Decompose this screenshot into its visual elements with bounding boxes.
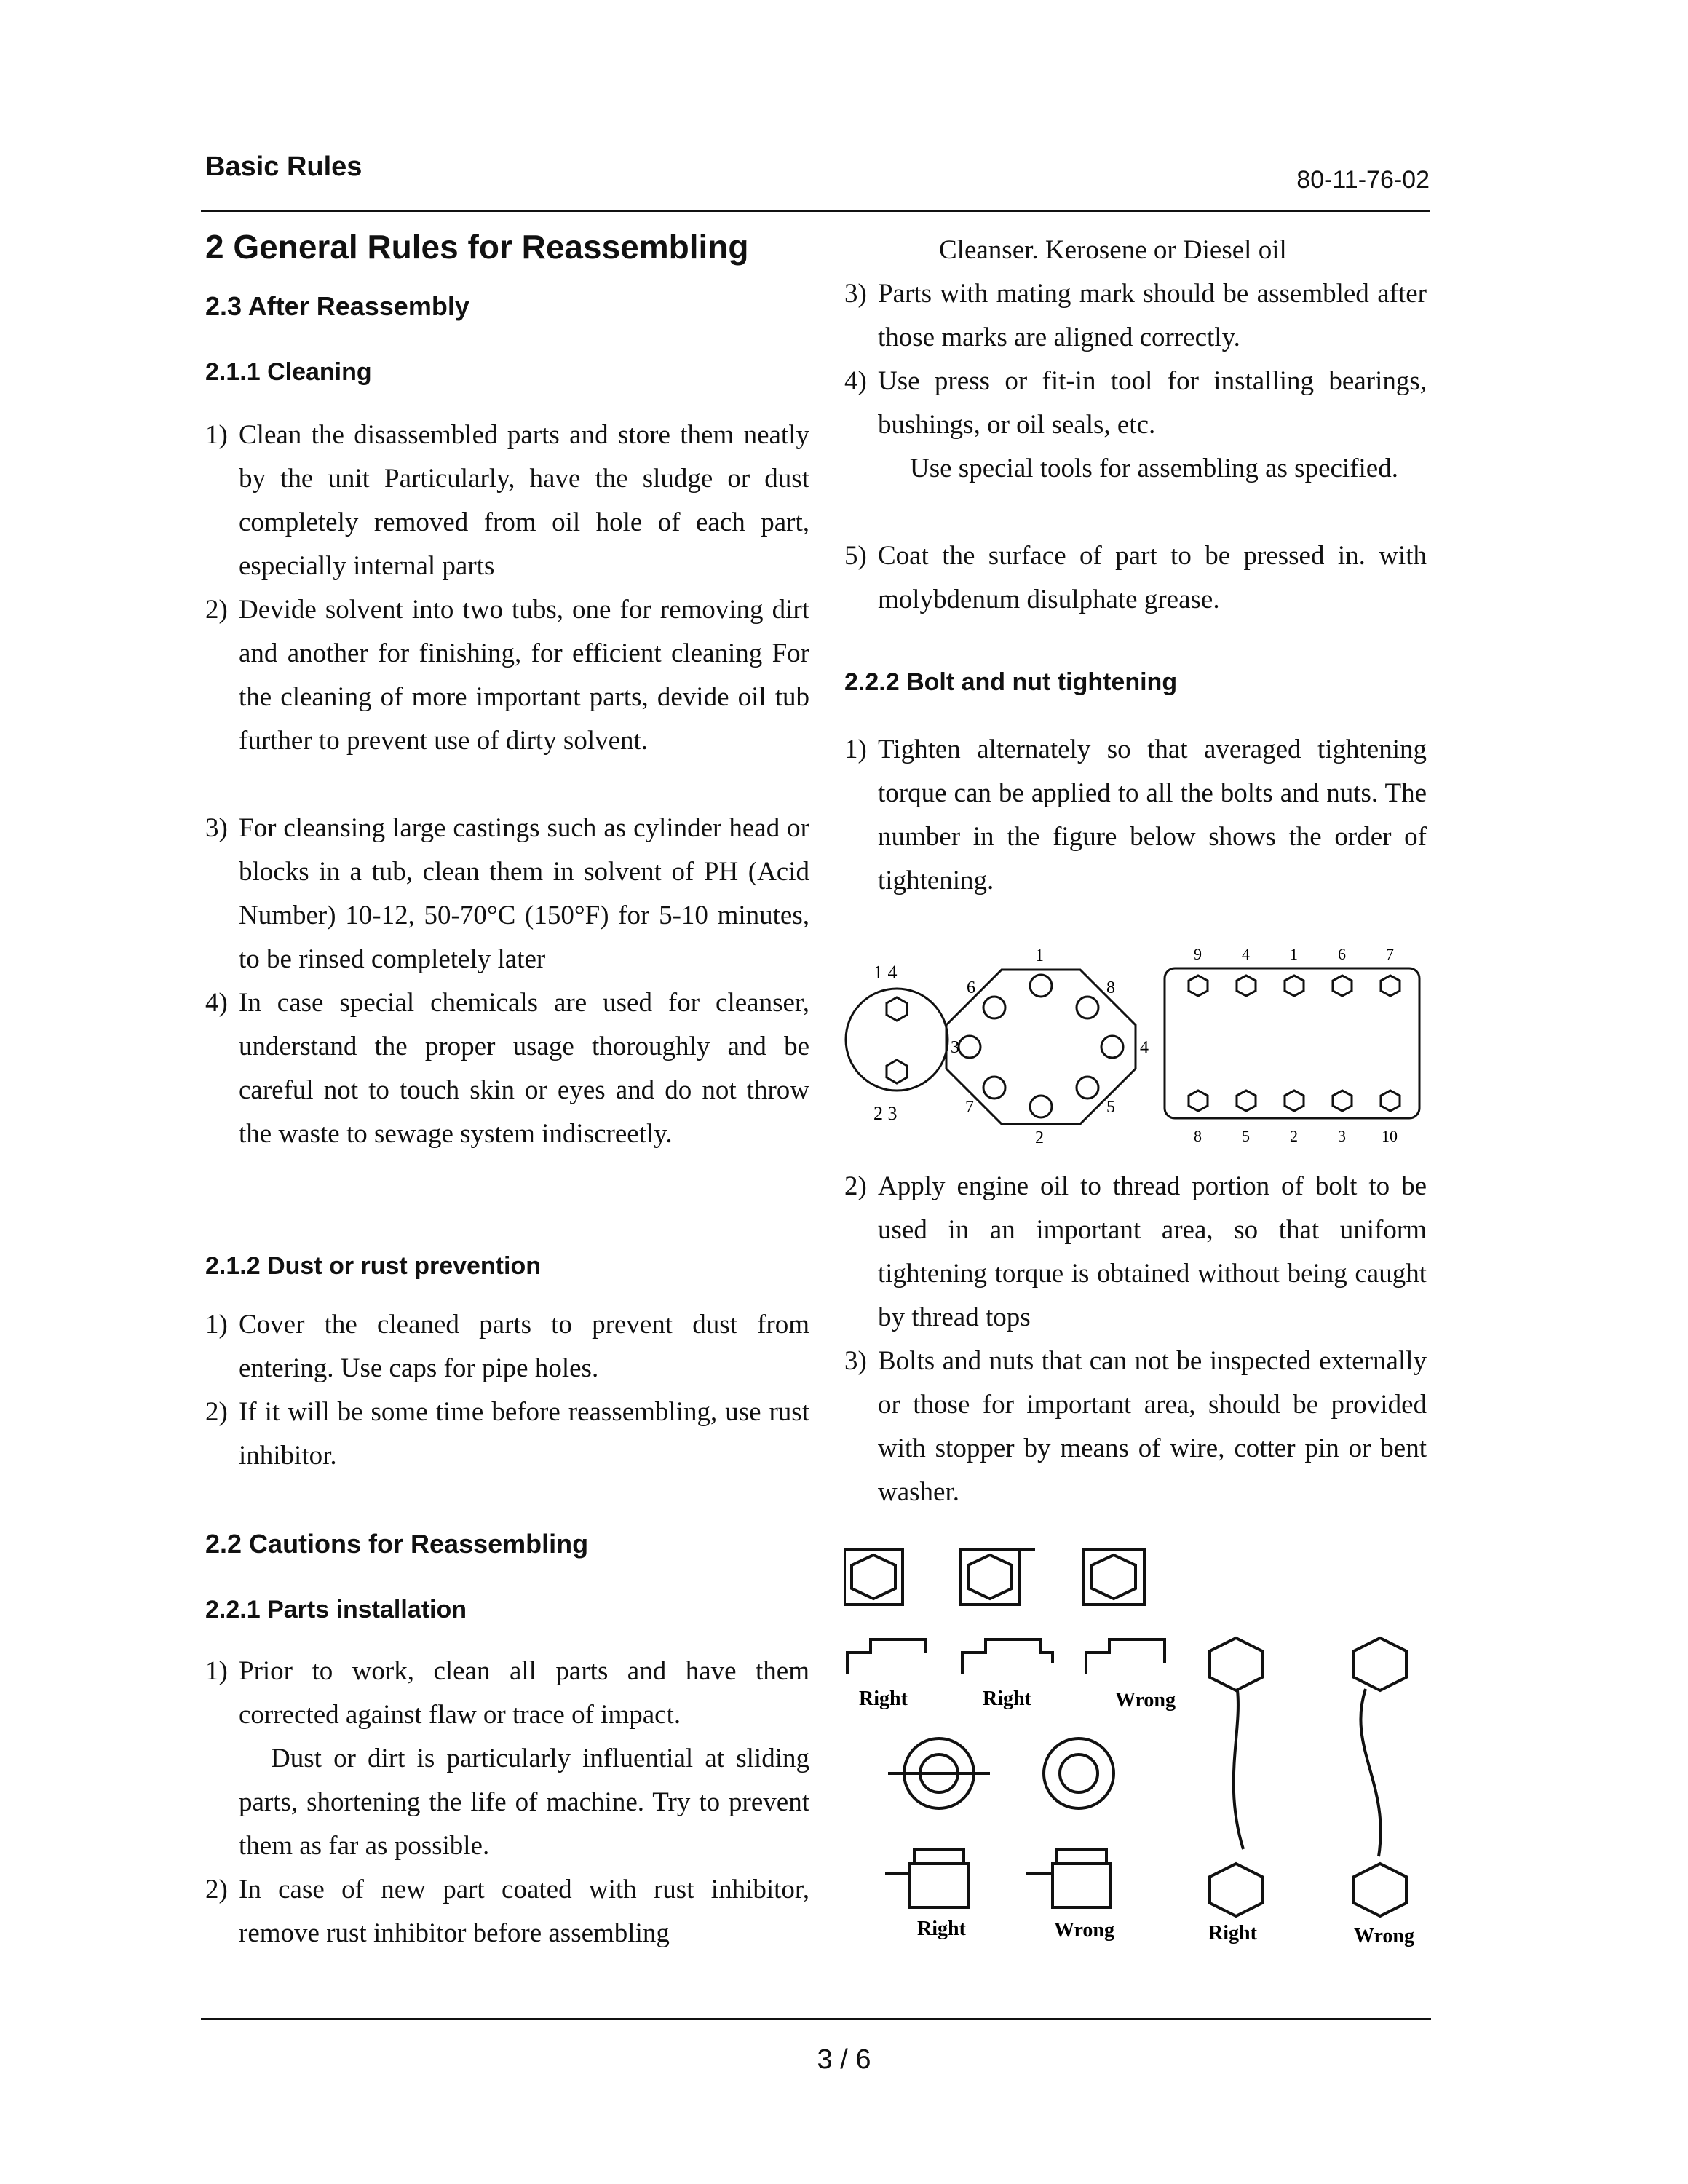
figure-label: Wrong	[1054, 1919, 1114, 1942]
bolt-hole	[1333, 976, 1352, 996]
figure-label: Right	[917, 1918, 966, 1940]
section-heading-2-2: 2.2 Cautions for Reassembling	[205, 1529, 589, 1559]
list-item-continuation: Use special tools for assembling as specified.	[910, 454, 1398, 483]
cotter-pin-side	[1026, 1849, 1106, 1874]
list-item: 2) In case of new part coated with rust inhibitor, remove rust inhibitor before assembling	[205, 1875, 809, 1948]
wire-lock-bolt-head	[1354, 1864, 1406, 1916]
bolt-hole	[1077, 997, 1098, 1018]
order-label: 3	[951, 1038, 959, 1057]
list-item: 3) Bolts and nuts that can not be inspected externally or those for important area, should be provided with stopper by means of wire, cotter pin or bent washer.	[844, 1346, 1427, 1507]
bolt-hole	[1285, 1091, 1304, 1111]
nut-outline	[852, 1555, 895, 1599]
bolt-hole	[1101, 1036, 1123, 1058]
castle-nut-top-view	[1044, 1738, 1114, 1808]
figure-label: Right	[983, 1688, 1031, 1710]
list-item: 1) Clean the disassembled parts and store them neatly by the unit Particularly, have the sludge or dust completely removed from oil hole of each part, especially internal parts	[205, 420, 809, 581]
list-item: 2) If it will be some time before reassembling, use rust inhibitor.	[205, 1397, 809, 1471]
section-heading-2-2-1: 2.2.1 Parts installation	[205, 1596, 467, 1623]
list-item: 2) Devide solvent into two tubs, one for removing dirt and another for finishing, for efficient cleaning For the cleaning of more important parts, devide oil tub further to prevent use of dirty solvent.	[205, 595, 809, 756]
figure-label: Wrong	[1354, 1925, 1414, 1947]
bent-washer-side-view	[1086, 1639, 1165, 1674]
order-label: 1	[1035, 946, 1044, 965]
wire-lock-bolt-head	[1210, 1638, 1262, 1690]
nut-outline	[1092, 1555, 1136, 1599]
list-item: 2) Apply engine oil to thread portion of bolt to be used in an important area, so that uniform tightening torque is obtained without being caught by thread tops	[844, 1171, 1427, 1332]
figure-label: Right	[1208, 1922, 1257, 1944]
bolt-hole	[1077, 1077, 1098, 1099]
footer-rule	[201, 2018, 1431, 2020]
bolt-hole	[959, 1036, 980, 1058]
list-item: 5) Coat the surface of part to be pressed in. with molybdenum disulphate grease.	[844, 541, 1427, 614]
list-item: 1) Prior to work, clean all parts and have them corrected against flaw or trace of impact.	[205, 1656, 809, 1730]
locking-devices-figure	[844, 1543, 1427, 1951]
order-label: 4	[1140, 1038, 1149, 1057]
small-flange-top-label: 1 4	[873, 962, 898, 983]
order-label: 5	[1242, 1127, 1250, 1145]
wire-lock-bolt-head	[1354, 1638, 1406, 1690]
continued-text: Cleanser. Kerosene or Diesel oil	[939, 235, 1287, 265]
list-item: 3) Parts with mating mark should be assembled after those marks are aligned correctly.	[844, 279, 1427, 352]
order-label: 8	[1194, 1127, 1202, 1145]
order-label: 4	[1242, 945, 1250, 963]
order-label: 7	[1386, 945, 1394, 963]
tightening-order-diagram	[844, 932, 1427, 1150]
bolt-hole	[1237, 1091, 1256, 1111]
bent-washer-side-view	[847, 1639, 926, 1674]
locking-devices-diagram	[844, 1543, 1427, 1951]
castle-nut-bore	[1060, 1754, 1098, 1792]
cotter-pin-side	[885, 1849, 964, 1874]
bolt-hole	[1381, 1091, 1400, 1111]
section-heading-2-1-2: 2.1.2 Dust or rust prevention	[205, 1252, 541, 1280]
order-label: 6	[967, 978, 975, 997]
order-label: 9	[1194, 945, 1202, 963]
castle-nut-side-view	[910, 1864, 968, 1907]
bolt-hole	[1189, 976, 1208, 996]
bolt-hole	[1333, 1091, 1352, 1111]
bolt-hole	[983, 1077, 1005, 1099]
bolt-hole	[1237, 976, 1256, 996]
order-label: 7	[965, 1098, 974, 1117]
list-item: 4) Use press or fit-in tool for installing bearings, bushings, or oil seals, etc.	[844, 366, 1427, 440]
lock-wire	[1234, 1690, 1243, 1849]
section-heading-2-3: 2.3 After Reassembly	[205, 291, 469, 321]
list-item-continuation: Dust or dirt is particularly influential at sliding parts, shortening the life of machine. Try to prevent them as far as possible.	[239, 1744, 809, 1861]
wire-lock-bolt-head	[1210, 1864, 1262, 1916]
bolt-hole	[1285, 976, 1304, 996]
section-heading-2-2-2: 2.2.2 Bolt and nut tightening	[844, 668, 1178, 696]
order-label: 10	[1382, 1127, 1398, 1145]
header-section: Basic Rules	[205, 151, 362, 182]
order-label: 2	[1035, 1128, 1044, 1147]
bolt-hole	[1189, 1091, 1208, 1111]
bolt-hole	[887, 1060, 907, 1083]
list-item: 1) Cover the cleaned parts to prevent dust from entering. Use caps for pipe holes.	[205, 1310, 809, 1383]
list-item: 4) In case special chemicals are used for cleanser, understand the proper usage thoroughly and be careful not to touch skin or eyes and do not throw the waste to sewage system indiscreetly.	[205, 988, 809, 1149]
bolt-hole	[887, 997, 907, 1021]
bolt-hole	[1381, 976, 1400, 996]
figure-label: Wrong	[1115, 1689, 1176, 1712]
small-flange-outline	[846, 989, 948, 1091]
tightening-order-figure	[844, 932, 1427, 1150]
bolt-hole	[1030, 975, 1052, 997]
figure-label: Right	[859, 1688, 908, 1710]
bolt-hole	[1030, 1096, 1052, 1117]
chapter-title: 2 General Rules for Reassembling	[205, 228, 749, 266]
page-number: 3 / 6	[817, 2044, 871, 2075]
bent-washer-side-view	[962, 1639, 1053, 1674]
castle-nut-side-view	[1053, 1864, 1111, 1907]
order-label: 8	[1106, 978, 1115, 997]
order-label: 3	[1338, 1127, 1346, 1145]
list-item: 1) Tighten alternately so that averaged tightening torque can be applied to all the bolts and nuts. The number in the figure below shows the order of tightening.	[844, 735, 1427, 895]
small-flange-bottom-label: 2 3	[873, 1103, 898, 1124]
header-rule	[201, 210, 1430, 212]
nut-outline	[968, 1555, 1012, 1599]
order-label: 5	[1106, 1098, 1115, 1117]
lock-wire	[1360, 1689, 1380, 1856]
list-item: 3) For cleansing large castings such as cylinder head or blocks in a tub, clean them in solvent of PH (Acid Number) 10-12, 50-70°C (150°F) for 5-10 minutes, to be rinsed completely later	[205, 813, 809, 974]
order-label: 6	[1338, 945, 1346, 963]
document-number: 80-11-76-02	[1296, 166, 1430, 194]
order-label: 2	[1290, 1127, 1298, 1145]
section-heading-2-1-1: 2.1.1 Cleaning	[205, 358, 372, 386]
order-label: 1	[1290, 945, 1298, 963]
bolt-hole	[983, 997, 1005, 1018]
